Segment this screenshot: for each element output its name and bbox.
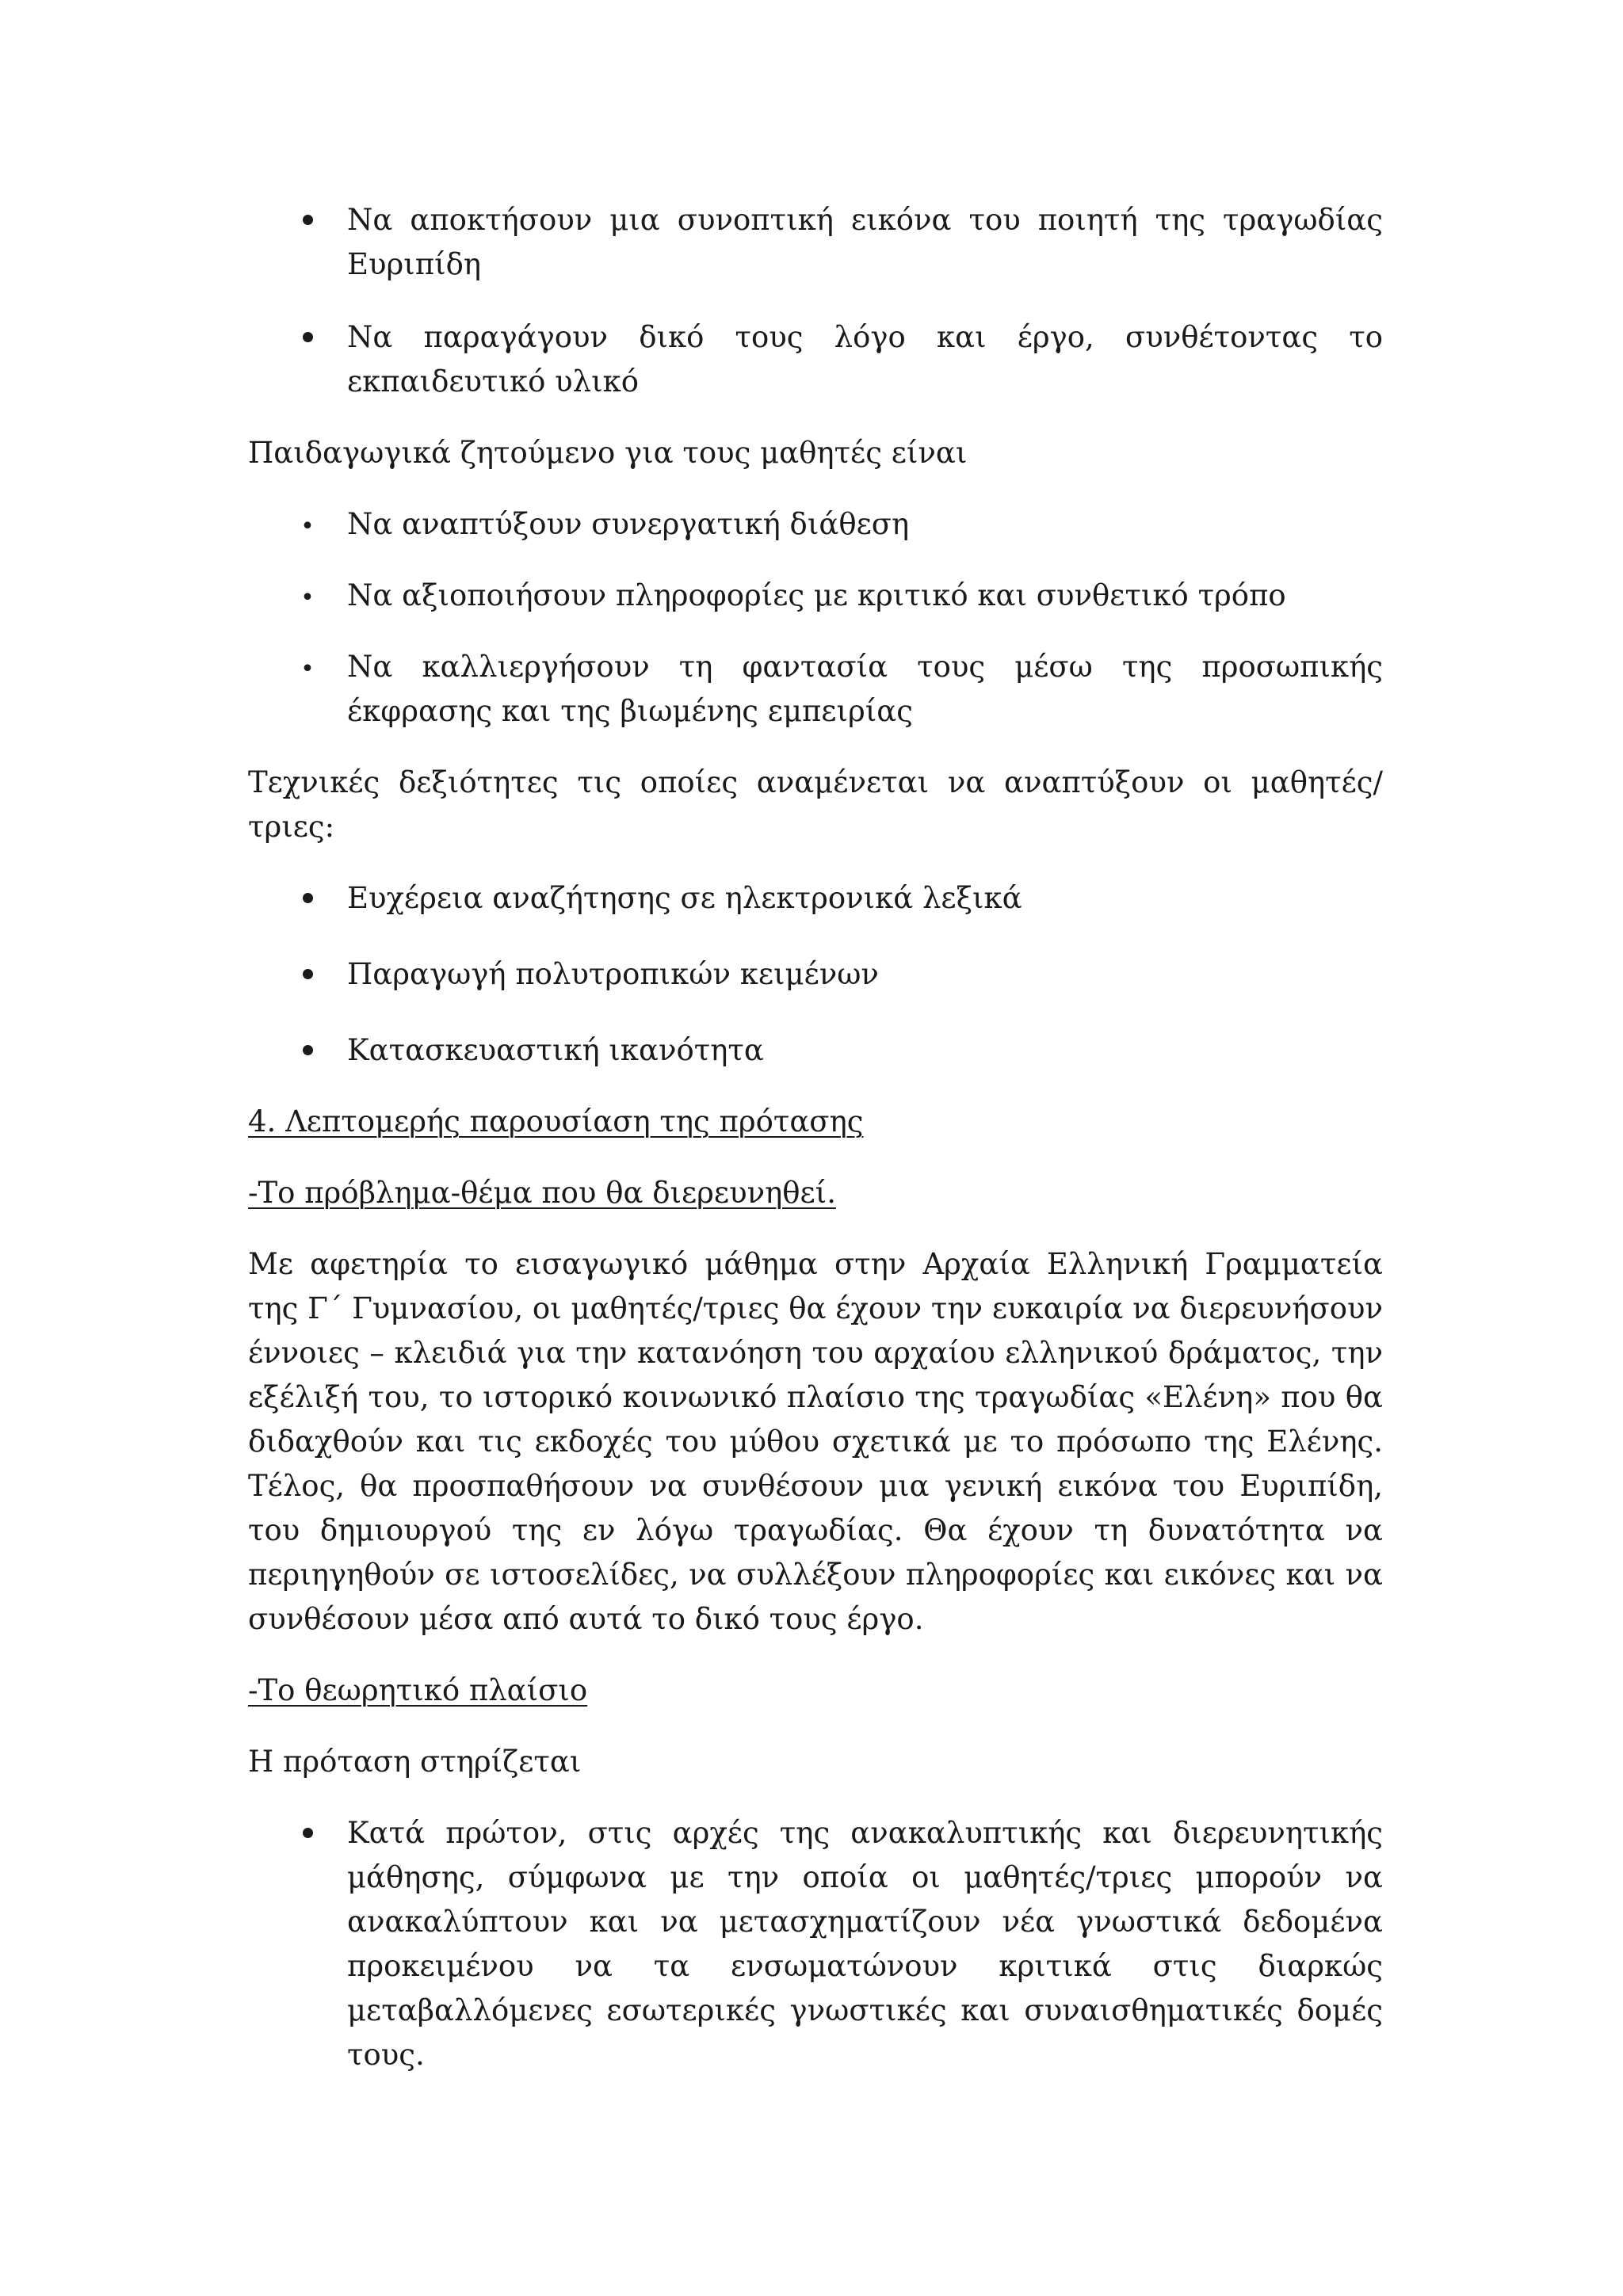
list-item — [248, 574, 1383, 618]
subsection-heading-text: -Το θεωρητικό πλαίσιο — [248, 1673, 588, 1707]
list-item — [248, 876, 1383, 921]
bullet-dot-icon — [296, 876, 319, 921]
list-item — [248, 1811, 1383, 2077]
theory-intro: Η πρόταση στηρίζεται — [248, 1745, 582, 1779]
list-item-text: Να καλλιεργήσουν τη φαντασία τους μέσω της προσωπικής έκφρασης και της βιωμένης εμπειρίας — [347, 650, 1383, 728]
bullet-dot-icon — [296, 1811, 319, 1855]
bullet-dot-icon — [296, 952, 319, 997]
section-heading — [248, 1100, 1383, 1144]
list-item-text: Κατασκευαστική ικανότητα — [347, 1033, 764, 1067]
list-item — [248, 645, 1383, 734]
bullet-dot-icon — [296, 1028, 319, 1073]
pedagogical-intro: Παιδαγωγικά ζητούμενο για τους μαθητές είναι — [248, 436, 968, 470]
list-item-text: Να παραγάγουν δικό τους λόγο και έργο, συνθέτοντας το εκπαιδευτικό υλικό — [347, 320, 1383, 399]
list-item — [248, 1028, 1383, 1073]
bullet-dot-icon — [296, 198, 319, 242]
theory-list — [248, 1811, 1383, 2077]
list-item-text: Να αναπτύξουν συνεργατική διάθεση — [347, 507, 910, 541]
section-heading-text: 4. Λεπτομερής παρουσίαση της πρότασης — [248, 1104, 864, 1138]
subsection-heading — [248, 1171, 1383, 1215]
page-content — [248, 198, 1383, 2077]
bullet-small-icon — [296, 645, 319, 692]
list-item-text: Ευχέρεια αναζήτησης σε ηλεκτρονικά λεξικά — [347, 881, 1022, 915]
list-item — [248, 315, 1383, 404]
bullet-small-icon — [296, 574, 319, 620]
technical-skills-list — [248, 876, 1383, 1073]
list-item-text: Κατά πρώτον, στις αρχές της ανακαλυπτικής και διερευνητικής μάθησης, σύμφωνα με την οποία οι μαθητές/τριες μπορούν να ανακαλύπτουν και να μετασχηματίζουν νέα γνωστικά δεδομένα προκειμένου να τα ενσωματώνουν κριτικά στις διαρκώς μεταβαλλόμενες εσωτερικές γνωστικές και συναισθηματικές δομές τους. — [347, 1816, 1383, 2072]
list-item-text: Να αξιοποιήσουν πληροφορίες με κριτικό και συνθετικό τρόπο — [347, 578, 1286, 612]
technical-skills-intro: Τεχνικές δεξιότητες τις οποίες αναμένεται να αναπτύξουν οι μαθητές/τριες: — [248, 765, 1383, 844]
list-item — [248, 952, 1383, 997]
list-item — [248, 502, 1383, 547]
subsection-heading-text: -Το πρόβλημα-θέμα που θα διερευνηθεί. — [248, 1176, 836, 1210]
list-item-text: Να αποκτήσουν μια συνοπτική εικόνα του ποιητή της τραγωδίας Ευριπίδη — [347, 203, 1383, 281]
bullet-small-icon — [296, 502, 319, 549]
objectives-list — [248, 198, 1383, 404]
list-item — [248, 198, 1383, 287]
list-item-text: Παραγωγή πολυτροπικών κειμένων — [347, 957, 879, 991]
body-paragraph: Με αφετηρία το εισαγωγικό μάθημα στην Αρχαία Ελληνική Γραμματεία της Γ΄ Γυμνασίου, οι μαθητές/τριες θα έχουν την ευκαιρία να διερευνήσουν έννοιες – κλειδιά για την κατανόηση του αρχαίου ελληνικού δράματος, την εξέλιξή του, το ιστορικό κοινωνικό πλαίσιο της τραγωδίας «Ελένη» που θα διδαχθούν και τις εκδοχές του μύθου σχετικά με το πρόσωπο της Ελένης. Τέλος, θα προσπαθήσουν να συνθέσουν μια γενική εικόνα του Ευριπίδη, του δημιουργού της εν λόγω τραγωδίας. Θα έχουν τη δυνατότητα να περιηγηθούν σε ιστοσελίδες, να συλλέξουν πληροφορίες και εικόνες και να συνθέσουν μέσα από αυτά το δικό τους έργο. — [248, 1247, 1383, 1636]
pedagogical-goals-list — [248, 502, 1383, 734]
bullet-dot-icon — [296, 315, 319, 360]
subsection-heading — [248, 1669, 1383, 1713]
